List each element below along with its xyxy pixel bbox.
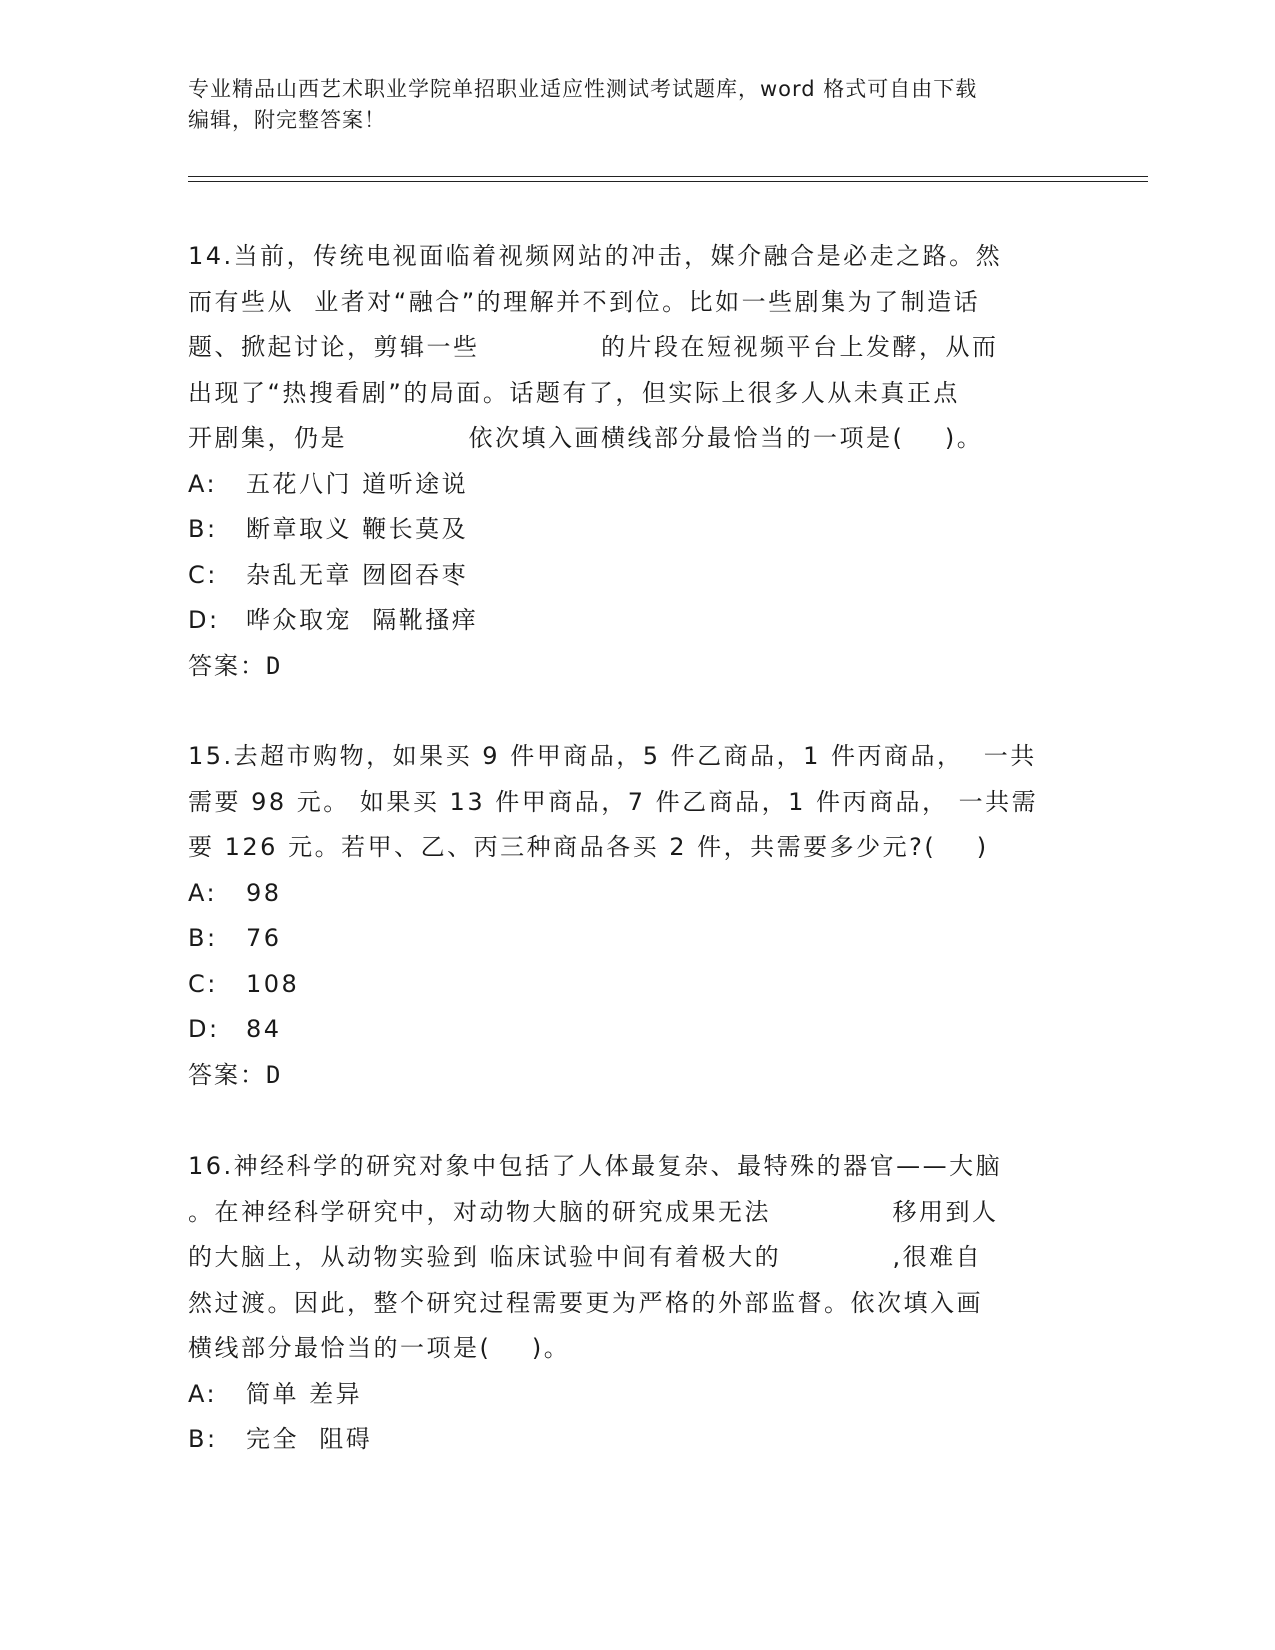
- option-c: [188, 553, 1068, 599]
- header-divider-bottom: [188, 181, 1148, 182]
- question-text-line: 。在神经科学研究中，对动物大脑的研究成果无法 移用到人: [188, 1197, 999, 1226]
- option-text: 杂乱无章 囫囵吞枣: [246, 560, 469, 589]
- question-text-line: 出现了“热搜看剧”的局面。话题有了，但实际上很多人从未真正点: [188, 378, 960, 407]
- question-15: [188, 734, 1068, 1098]
- option-a: [188, 462, 1068, 508]
- option-key: C:: [188, 969, 218, 998]
- option-text: 84: [246, 1015, 282, 1043]
- answer-label: 答案：: [188, 1060, 266, 1089]
- option-key: A:: [188, 469, 218, 498]
- answer-line: [188, 1053, 1068, 1099]
- question-text-line: 而有些从 业者对“融合”的理解并不到位。比如一些剧集为了制造话: [188, 287, 981, 316]
- option-a: [188, 871, 1068, 917]
- option-text: 108: [246, 969, 300, 998]
- option-b: [188, 916, 1068, 962]
- question-16: [188, 1144, 1068, 1463]
- header-line-1: 专业精品山西艺术职业学院单招职业适应性测试考试题库，word 格式可自由下载: [188, 77, 978, 101]
- option-a: [188, 1372, 1068, 1418]
- option-key: B:: [188, 515, 218, 543]
- document-header: [188, 74, 1088, 136]
- answer-value: D: [266, 651, 281, 680]
- answer-label: 答案：: [188, 651, 266, 680]
- option-key: A:: [188, 1379, 218, 1408]
- question-text-line: 题、掀起讨论，剪辑一些 的片段在短视频平台上发酵，从而: [188, 333, 999, 361]
- option-b: [188, 1417, 1068, 1463]
- option-b: [188, 507, 1068, 553]
- question-14: [188, 234, 1068, 689]
- option-text: 简单 差异: [246, 1379, 363, 1408]
- answer-line: [188, 644, 1068, 690]
- option-key: A:: [188, 878, 218, 907]
- option-text: 完全 阻碍: [246, 1425, 373, 1453]
- option-d: [188, 1007, 1068, 1053]
- header-divider-top: [188, 176, 1148, 177]
- option-text: 断章取义 鞭长莫及: [246, 515, 469, 543]
- question-text-line: 的大脑上，从动物实验到 临床试验中间有着极大的 ,很难自: [188, 1243, 983, 1271]
- option-text: 五花八门 道听途说: [246, 469, 469, 498]
- option-key: D:: [188, 606, 220, 634]
- option-text: 76: [246, 924, 282, 952]
- question-text-line: 需要 98 元。 如果买 13 件甲商品，7 件乙商品，1 件丙商品， 一共需: [188, 787, 1039, 816]
- option-key: B:: [188, 1425, 218, 1453]
- option-key: B:: [188, 924, 218, 952]
- question-text-line: 16.神经科学的研究对象中包括了人体最复杂、最特殊的器官——大脑: [188, 1152, 1003, 1180]
- option-c: [188, 962, 1068, 1008]
- question-text-line: 横线部分最恰当的一项是( )。: [188, 1334, 571, 1362]
- question-text-line: 要 126 元。若甲、乙、丙三种商品各买 2 件，共需要多少元?( ): [188, 833, 989, 861]
- question-text-line: 14.当前，传统电视面临着视频网站的冲击，媒介融合是必走之路。然: [188, 242, 1003, 270]
- question-text-line: 15.去超市购物，如果买 9 件甲商品，5 件乙商品，1 件丙商品， 一共: [188, 742, 1037, 770]
- question-text-line: 开剧集，仍是 依次填入画横线部分最恰当的一项是( )。: [188, 424, 984, 452]
- answer-value: D: [266, 1060, 281, 1089]
- option-text: 98: [246, 878, 282, 907]
- option-d: [188, 598, 1068, 644]
- option-key: C:: [188, 560, 218, 589]
- option-key: D:: [188, 1015, 220, 1043]
- option-text: 哗众取宠 隔靴搔痒: [246, 606, 479, 634]
- header-line-2: 编辑，附完整答案！: [188, 108, 386, 132]
- question-text-line: 然过渡。因此，整个研究过程需要更为严格的外部监督。依次填入画: [188, 1288, 983, 1317]
